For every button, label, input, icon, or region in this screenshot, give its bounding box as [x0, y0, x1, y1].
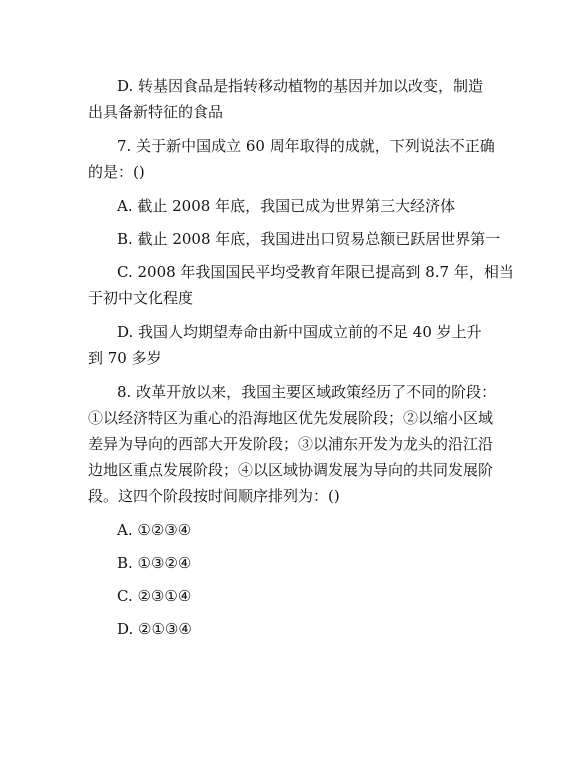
- question-8-line-1: 8. 改革开放以来，我国主要区域政策经历了不同的阶段：: [117, 383, 497, 401]
- q8-option-a: A. ①②③④: [117, 521, 192, 539]
- q7-option-c-line-1: C. 2008 年我国国民平均受教育年限已提高到 8.7 年，相当: [117, 263, 514, 281]
- q7-option-b: B. 截止 2008 年底，我国进出口贸易总额已跃居世界第一: [117, 230, 501, 248]
- q7-option-d-line-2: 到 70 多岁: [88, 349, 162, 367]
- q8-option-d: D. ②①③④: [117, 620, 192, 638]
- q8-option-c: C. ②③①④: [117, 587, 192, 605]
- question-7-line-2: 的是：(): [88, 163, 145, 181]
- q7-option-a: A. 截止 2008 年底，我国已成为世界第三大经济体: [117, 197, 456, 215]
- option-d-q6-line-2: 出具备新特征的食品: [88, 103, 224, 121]
- question-7-line-1: 7. 关于新中国成立 60 周年取得的成就，下列说法不正确: [117, 137, 495, 155]
- q8-option-b: B. ①③②④: [117, 554, 192, 572]
- q7-option-c-line-2: 于初中文化程度: [88, 289, 194, 307]
- question-8-line-2: ①以经济特区为重心的沿海地区优先发展阶段；②以缩小区域: [88, 409, 494, 427]
- question-8-line-4: 边地区重点发展阶段；④以区域协调发展为导向的共同发展阶: [88, 461, 494, 479]
- question-8-line-3: 差异为导向的西部大开发阶段；③以浦东开发为龙头的沿江沿: [88, 435, 494, 453]
- option-d-q6-line-1: D. 转基因食品是指转移动植物的基因并加以改变，制造: [117, 77, 484, 95]
- question-8-line-5: 段。这四个阶段按时间顺序排列为：(): [88, 487, 340, 505]
- q7-option-d-line-1: D. 我国人均期望寿命由新中国成立前的不足 40 岁上升: [117, 323, 482, 341]
